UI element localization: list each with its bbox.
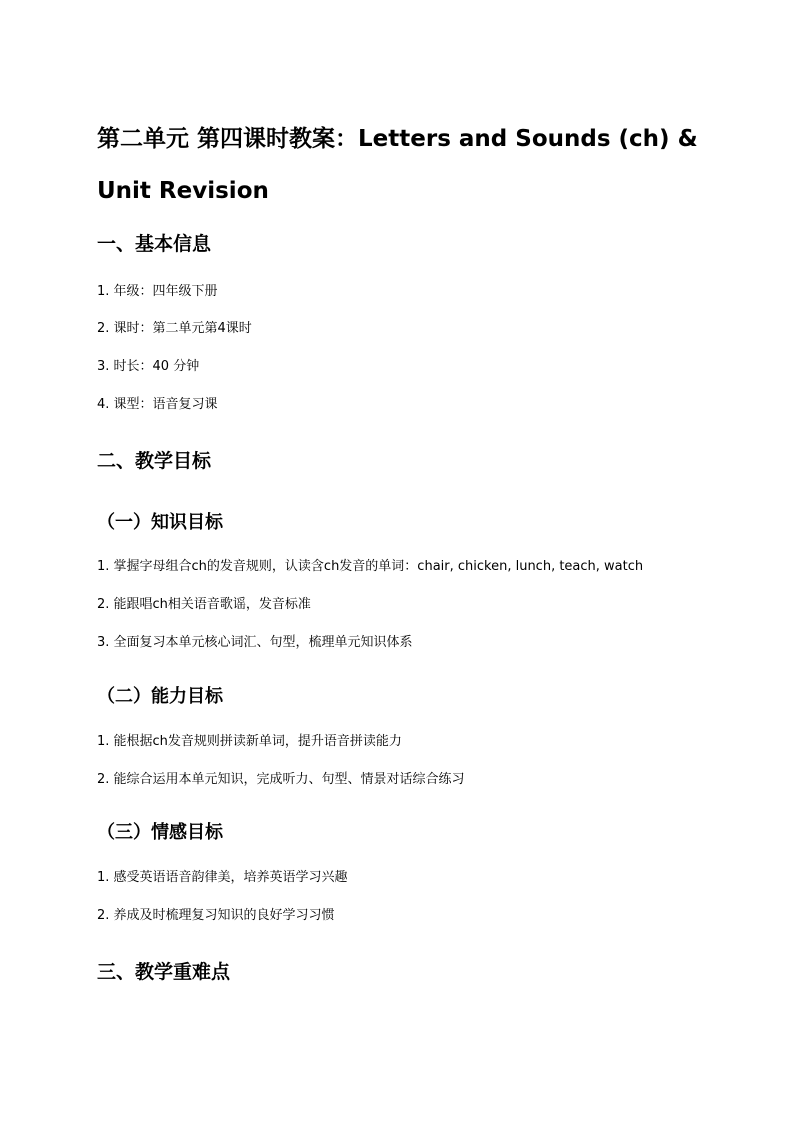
section-heading-teaching-goals: 二、教学目标 xyxy=(97,450,212,472)
list-item: 3. 全面复习本单元核心词汇、句型，梳理单元知识体系 xyxy=(97,635,413,650)
list-item: 1. 年级：四年级下册 xyxy=(97,284,218,299)
list-item: 1. 掌握字母组合ch的发音规则，认读含ch发音的单词：chair, chicken, lunch, teach, watch xyxy=(97,559,644,574)
list-item: 4. 课型：语音复习课 xyxy=(97,397,218,412)
list-item: 3. 时长：40 分钟 xyxy=(97,359,200,374)
list-item: 2. 养成及时梳理复习知识的良好学习习惯 xyxy=(97,908,335,923)
list-item: 1. 感受英语语音韵律美，培养英语学习兴趣 xyxy=(97,870,348,885)
section-heading-key-points: 三、教学重难点 xyxy=(97,961,231,983)
list-item: 2. 课时：第二单元第4课时 xyxy=(97,321,252,336)
subsection-heading-emotional-goals: （三）情感目标 xyxy=(97,822,223,843)
document-title: 第二单元 第四课时教案：Letters and Sounds (ch) & Unit Revision xyxy=(97,126,698,204)
subsection-heading-ability-goals: （二）能力目标 xyxy=(97,686,223,707)
list-item: 1. 能根据ch发音规则拼读新单词，提升语音拼读能力 xyxy=(97,734,402,749)
subsection-heading-knowledge-goals: （一）知识目标 xyxy=(97,512,223,533)
list-item: 2. 能综合运用本单元知识，完成听力、句型、情景对话综合练习 xyxy=(97,772,465,787)
section-heading-basic-info: 一、基本信息 xyxy=(97,233,212,255)
list-item: 2. 能跟唱ch相关语音歌谣，发音标准 xyxy=(97,597,311,612)
